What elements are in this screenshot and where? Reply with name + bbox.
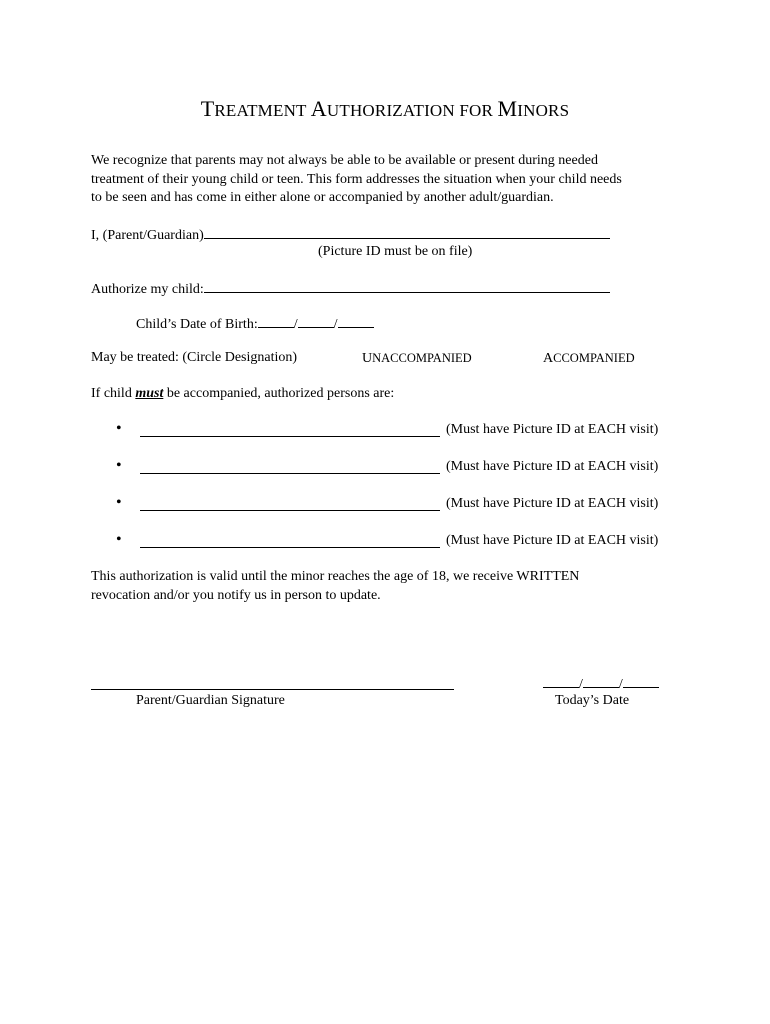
page-title: TREATMENT AUTHORIZATION FOR MINORS [200, 96, 570, 121]
todays-date-label: Today’s Date [555, 693, 630, 708]
bullet-icon: • [116, 420, 122, 437]
parent-guardian-field[interactable] [204, 226, 610, 239]
must-emphasis: must [135, 386, 164, 401]
child-name-field[interactable] [204, 280, 610, 293]
bullet-icon: • [116, 457, 122, 474]
date-month-field[interactable] [543, 675, 579, 688]
unaccompanied-option[interactable]: UNACCOMPANIED [362, 351, 472, 366]
authorized-person-field[interactable] [140, 535, 440, 548]
bullet-icon: • [116, 531, 122, 548]
picture-id-requirement: (Must have Picture ID at EACH visit) [446, 422, 659, 437]
todays-date-field [543, 675, 659, 693]
parent-guardian-label: I, (Parent/Guardian) [91, 228, 204, 243]
dob-row [136, 315, 374, 333]
date-year-field[interactable] [623, 675, 659, 688]
treated-label: May be treated: (Circle Designation) [91, 350, 298, 365]
dob-month-field[interactable] [258, 315, 294, 328]
child-row [91, 280, 610, 298]
intro-line: We recognize that parents may not always be able to be available or present during needed [91, 153, 598, 168]
signature-line[interactable] [91, 689, 454, 690]
picture-id-requirement: (Must have Picture ID at EACH visit) [446, 533, 659, 548]
date-separator: / [618, 677, 623, 692]
bullet-icon: • [116, 494, 122, 511]
dob-year-field[interactable] [338, 315, 374, 328]
dob-separator: / [333, 317, 338, 332]
child-label: Authorize my child: [91, 282, 204, 297]
validity-line: revocation and/or you notify us in person to update. [91, 587, 381, 603]
intro-line: treatment of their young child or teen. This form addresses the situation when your child needs [91, 171, 622, 187]
authorized-person-field[interactable] [140, 461, 440, 474]
date-day-field[interactable] [583, 675, 619, 688]
dob-day-field[interactable] [298, 315, 334, 328]
dob-label: Child’s Date of Birth: [136, 317, 258, 332]
accompanied-instruction: If child must be accompanied, authorized persons are: [91, 386, 395, 401]
authorized-person-field[interactable] [140, 424, 440, 437]
authorized-person-field[interactable] [140, 498, 440, 511]
accompanied-option[interactable]: ACCOMPANIED [543, 351, 635, 366]
intro-line: to be seen and has come in either alone or accompanied by another adult/guardian. [91, 190, 554, 205]
validity-line: This authorization is valid until the minor reaches the age of 18, we receive WRITTEN [91, 569, 580, 584]
parent-guardian-row [91, 226, 610, 244]
validity-paragraph [91, 568, 691, 605]
signature-label: Parent/Guardian Signature [136, 693, 285, 708]
picture-id-requirement: (Must have Picture ID at EACH visit) [446, 496, 659, 511]
dob-separator: / [293, 317, 298, 332]
picture-id-requirement: (Must have Picture ID at EACH visit) [446, 459, 659, 474]
picture-id-note: (Picture ID must be on file) [318, 244, 473, 259]
date-separator: / [579, 677, 583, 692]
intro-paragraph [91, 152, 691, 208]
